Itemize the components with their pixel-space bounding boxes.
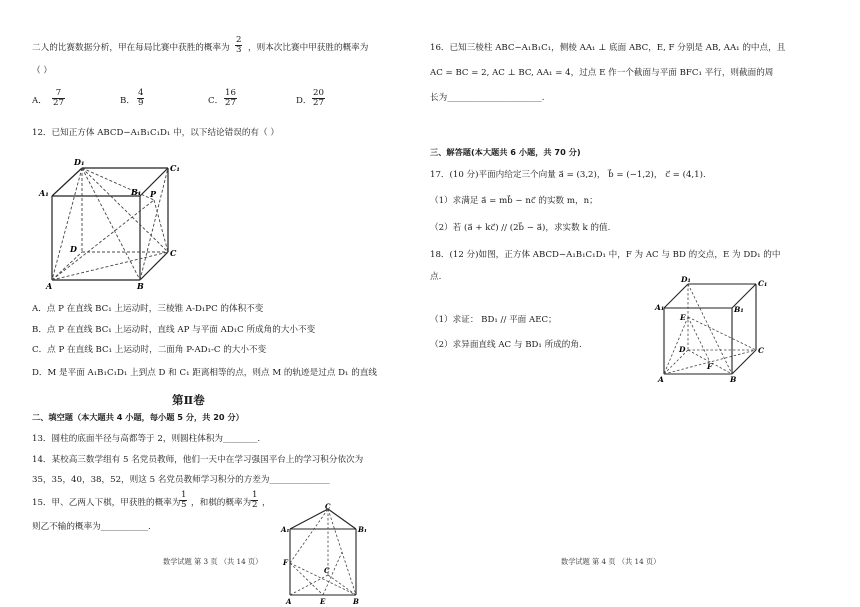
q13-text: 13．圆柱的底面半径与高都等于 2，则圆柱体积为________. <box>32 434 261 444</box>
q12-option-d: D．M 是平面 A₁B₁C₁D₁ 上到点 D 和 C₁ 距离相等的点，则点 M 的轨迹是过点 D₁ 的直线 <box>32 368 377 378</box>
q15-fraction-2 <box>251 491 258 510</box>
q15-post: ， <box>262 498 271 508</box>
q12-label-c1: C₁ <box>170 163 180 173</box>
q11-a-num: 7 <box>52 89 65 99</box>
q18-part1: （1）求证： BD₁ // 平面 AEC； <box>430 315 557 325</box>
q18-label-a: A <box>658 375 664 384</box>
prism-label-a: A <box>286 597 292 605</box>
q16-line2: AC = BC = 2, AC ⊥ BC, AA₁ = 4，过点 E 作一个截面与平面 BFC₁ 平行，则截面的周 <box>430 68 774 78</box>
q11-option-c-value <box>224 89 237 108</box>
q18-label-b1: B₁ <box>734 305 744 314</box>
q18-part2: （2）求异面直线 AC 与 BD₁ 所成的角. <box>430 340 582 350</box>
section2-heading: 二、填空题（本大题共 4 小题，每小题 5 分，共 20 分） <box>32 412 244 422</box>
prism-label-c: C <box>324 566 330 575</box>
q15-f1-den: 5 <box>181 500 187 510</box>
q18-label-d: D <box>679 345 686 354</box>
q11-frac-den: 3 <box>236 45 242 55</box>
q11-a-den: 27 <box>53 98 64 108</box>
q12-option-a: A．点 P 在直线 BC₁ 上运动时，三棱锥 A-D₁PC 的体积不变 <box>32 304 264 314</box>
q12-stem: 12．已知正方体 ABCD−A₁B₁C₁D₁ 中，以下结论错误的有（ ） <box>32 128 279 138</box>
q18-cube-figure <box>654 272 774 384</box>
q12-label-b: B <box>137 281 144 291</box>
q14-line2: 35，35，40，38，52，则这 5 名党员教师学习积分的方差为______________ <box>32 475 330 485</box>
prism-label-f: F <box>283 558 288 567</box>
q15-mid: ，和棋的概率为 <box>191 498 252 508</box>
prism-label-a1: A₁ <box>281 525 290 534</box>
q15-f2-den: 2 <box>252 500 258 510</box>
q11-option-d-label: D． <box>296 96 312 106</box>
q18-label-d1: D₁ <box>681 275 691 284</box>
q18-line1: 18．(12 分)如图，正方体 ABCD−A₁B₁C₁D₁ 中，F 为 AC 与 BD 的交点，E 为 DD₁ 的中 <box>430 250 781 260</box>
q12-label-a1: A₁ <box>39 188 49 198</box>
left-footer: 数学试题 第 3 页 （共 14 页） <box>163 557 263 566</box>
q12-label-b1: B₁ <box>131 187 142 197</box>
q11-option-b-value <box>137 89 144 108</box>
q12-option-c: C．点 P 在直线 BC₁ 上运动时，二面角 P-AD₁-C 的大小不变 <box>32 345 267 355</box>
prism-label-e: E <box>320 597 326 605</box>
q12-option-b: B．点 P 在直线 BC₁ 上运动时，直线 AP 与平面 AD₁C 所成角的大小不变 <box>32 325 316 335</box>
prism-figure <box>280 503 376 605</box>
q11-d-den: 27 <box>313 98 324 108</box>
q12-label-c: C <box>170 248 177 258</box>
section3-heading: 三、解答题(本大题共 6 小题，共 70 分) <box>430 147 581 157</box>
q11-b-den: 9 <box>138 98 144 108</box>
q18-label-b: B <box>730 375 737 384</box>
q11-option-a-value <box>52 89 65 108</box>
q11-option-c-label: C． <box>208 96 224 106</box>
q11-line1-post: ，则本次比赛中甲获胜的概率为 <box>248 43 369 53</box>
q11-c-num: 16 <box>225 88 236 98</box>
q17-part2: （2）若 (a⃗ + kc⃗) // (2b⃗ − a⃗)，求实数 k 的值. <box>430 223 611 233</box>
right-page <box>430 0 860 607</box>
q11-option-b-label: B． <box>120 96 135 106</box>
q18-line2: 点. <box>430 272 442 282</box>
q14-line1: 14．某校高三数学组有 5 名党员教师，他们一天中在学习强国平台上的学习积分依次为 <box>32 455 364 465</box>
right-footer: 数学试题 第 4 页 （共 14 页） <box>561 557 661 566</box>
q11-c-den: 27 <box>225 98 236 108</box>
q15-pre: 15．甲、乙两人下棋，甲获胜的概率为 <box>32 498 181 508</box>
q17-line1: 17．(10 分)平面内给定三个向量 a⃗ = (3,2)， b⃗ = (−1,2)， c⃗ = (4,1). <box>430 170 706 180</box>
q12-label-a: A <box>46 281 53 291</box>
prism-label-b: B <box>353 597 359 605</box>
prism-label-c1: C <box>325 503 331 511</box>
q18-label-a1: A₁ <box>655 303 665 312</box>
q11-b-num: 4 <box>138 88 144 98</box>
part2-title: 第Ⅱ卷 <box>172 393 205 407</box>
q16-line1: 16．已知三棱柱 ABC−A₁B₁C₁，侧棱 AA₁ ⊥ 底面 ABC，E, F 分别是 AB, AA₁ 的中点，且 <box>430 43 786 53</box>
q17-part1: （1）求满足 a⃗ = mb⃗ − nc⃗ 的实数 m，n； <box>430 196 598 206</box>
q16-line3: 长为______________________. <box>430 93 545 103</box>
q15-f2-num: 1 <box>252 490 258 500</box>
q18-label-c: C <box>758 346 764 355</box>
q15-line2: 则乙不输的概率为___________. <box>32 522 151 532</box>
q11-bracket: （ ） <box>32 66 52 76</box>
q12-cube-figure <box>36 156 186 291</box>
q12-label-p: P <box>150 189 157 199</box>
q11-option-d-value <box>312 89 325 108</box>
q18-label-f: F <box>707 362 713 371</box>
q11-fraction <box>235 36 242 55</box>
q12-label-d1: D₁ <box>74 157 85 167</box>
q18-label-e: E <box>680 313 686 322</box>
q18-label-c1: C₁ <box>758 279 768 288</box>
q11-d-num: 20 <box>313 88 324 98</box>
q12-label-d: D <box>70 244 77 254</box>
q11-line1-pre: 二人的比赛数据分析，甲在每局比赛中获胜的概率为 <box>32 43 230 53</box>
q11-option-a-label: A． <box>32 96 47 106</box>
prism-label-b1: B₁ <box>358 525 367 534</box>
q11-frac-num: 2 <box>236 35 242 45</box>
q15-f1-num: 1 <box>181 490 187 500</box>
q15-fraction-1 <box>180 491 187 510</box>
